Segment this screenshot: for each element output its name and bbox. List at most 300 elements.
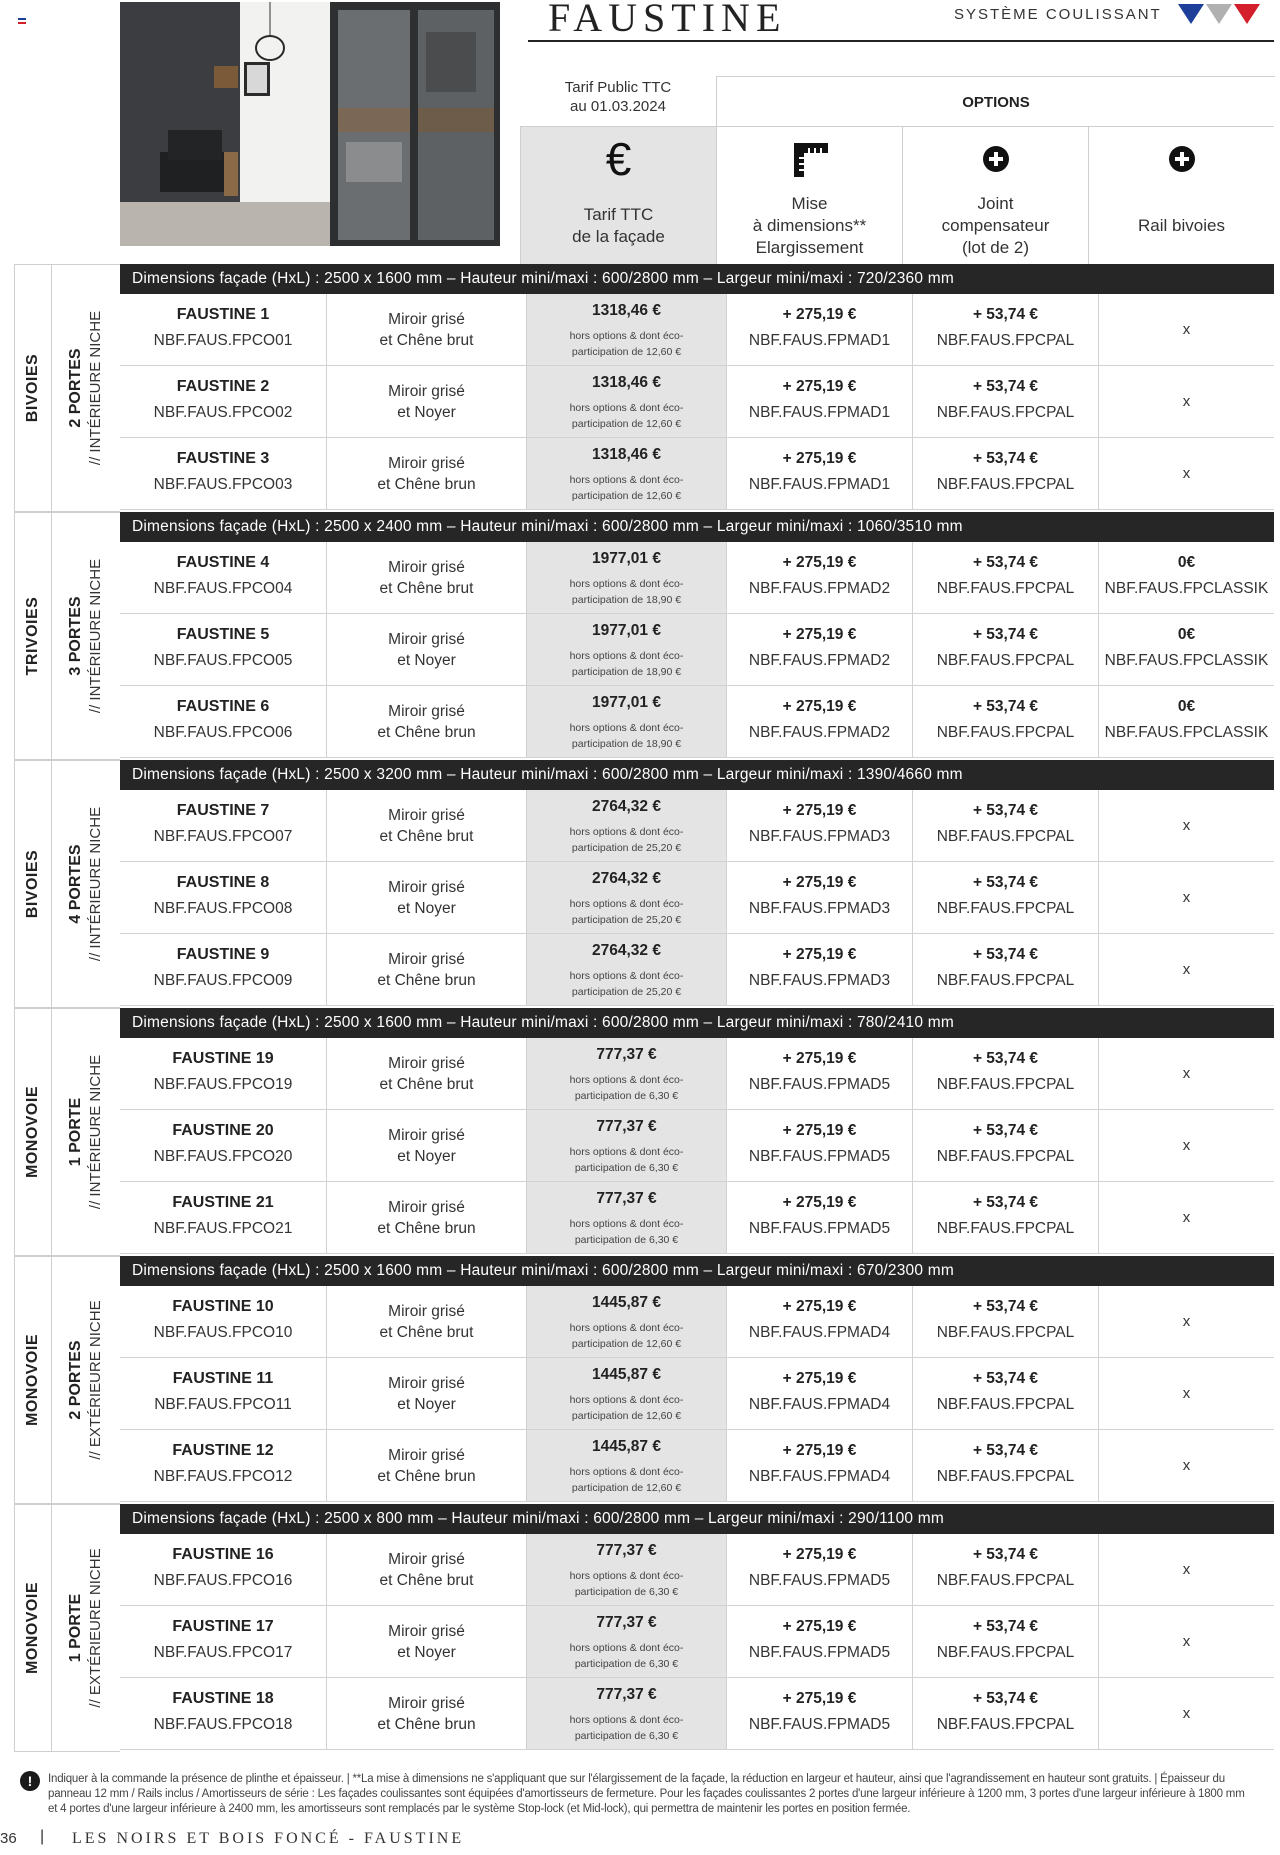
mad-price: + 275,19 € (782, 1370, 857, 1387)
rail-column-label: Rail bivoies (1138, 215, 1225, 235)
finish-line-2: et Chêne brut (379, 1075, 474, 1093)
rail-not-available: x (1182, 321, 1191, 338)
rail-cell (1098, 366, 1274, 438)
rail-not-available: x (1182, 889, 1191, 906)
price-cell (526, 366, 726, 438)
price-cell (526, 1430, 726, 1502)
product-group (14, 1504, 1274, 1752)
mad-cell (726, 366, 912, 438)
product-ref: NBF.FAUS.FPCO06 (153, 724, 293, 741)
mad-ref: NBF.FAUS.FPMAD2 (748, 724, 891, 741)
joint-cell (912, 1678, 1098, 1750)
rail-ref: NBF.FAUS.FPCLASSIK (1104, 652, 1269, 669)
mad-cell (726, 1182, 912, 1254)
product-cell (120, 686, 326, 758)
product-cell (120, 1038, 326, 1110)
joint-price: + 53,74 € (972, 378, 1039, 395)
product-ref: NBF.FAUS.FPCO10 (153, 1324, 293, 1341)
finish-text (327, 1110, 526, 1181)
joint-cell (912, 790, 1098, 862)
table-row (120, 686, 1274, 758)
mad-cell (726, 438, 912, 510)
joint-cell (912, 1038, 1098, 1110)
tarif-line-2: au 01.03.2024 (570, 98, 666, 115)
price-value: 2764,32 € (592, 942, 661, 959)
triangle-blue-icon (1178, 4, 1204, 24)
price-value: 1977,01 € (592, 550, 661, 567)
finish-line-1: Miroir grisé (388, 1374, 465, 1392)
price-cell (526, 790, 726, 862)
door-config-text (66, 559, 106, 713)
rail-not-available: x (1182, 961, 1191, 978)
product-ref: NBF.FAUS.FPCO04 (153, 580, 293, 597)
rail-cell (1098, 1358, 1274, 1430)
price-note (527, 1712, 726, 1744)
dimensions-bar: Dimensions façade (HxL) : 2500 x 1600 mm – Hauteur mini/maxi : 600/2800 mm – Largeur mini/maxi : 780/2410 mm (120, 1008, 1274, 1038)
category-label (14, 1256, 52, 1504)
price-note (527, 968, 726, 1000)
price-note-line-2: participation de 6,30 € (574, 1730, 679, 1742)
product-name: FAUSTINE 7 (176, 802, 270, 819)
product-cell (120, 366, 326, 438)
joint-cell (912, 1286, 1098, 1358)
joint-cell (912, 862, 1098, 934)
footnote-text: Indiquer à la commande la présence de plinthe et épaisseur. | **La mise à dimensions ne s'appliquant que sur l'élargissement de la façade, la réduction en largeur et hauteur, ainsi que l'agrandissement en hauteur sont gratuits. | Épaisseur du panneau 12 mm / Rails inclus / Amortisseurs de série : Les façades coulissantes sont équipées d'amortisseurs de fermeture. Pour les façades coulissantes 2 portes d'une largeur inférieure à 1200 mm, 3 portes d'une largeur inférieure à 1800 mm et 4 portes d'une largeur inférieure à 2400 mm, les amortisseurs sont remplacés par le système Stop-lock (et Mid-lock), qui permettra de maintenir les portes en position fermée. (48, 1773, 1245, 1815)
category-label (14, 1504, 52, 1752)
price-note (527, 648, 726, 680)
finish-text (327, 934, 526, 1005)
mad-ref: NBF.FAUS.FPMAD4 (748, 1396, 891, 1413)
finish-line-2: et Noyer (397, 403, 456, 421)
product-name: FAUSTINE 17 (172, 1618, 274, 1635)
rail-not-available: x (1182, 1209, 1191, 1226)
mad-column-header (716, 126, 902, 264)
product-cell (120, 1534, 326, 1606)
rail-not-available: x (1182, 1633, 1191, 1650)
brand-title: FAUSTINE (548, 0, 787, 40)
finish-line-2: et Chêne brun (377, 1219, 476, 1237)
price-cell (526, 294, 726, 366)
price-value: 1318,46 € (592, 446, 661, 463)
joint-cell (912, 1358, 1098, 1430)
mad-price: + 275,19 € (782, 874, 857, 891)
door-count: 1 PORTE (67, 1593, 84, 1663)
door-config-label (52, 512, 120, 760)
finish-line-2: et Chêne brun (377, 1715, 476, 1733)
price-note-line-2: participation de 12,60 € (571, 418, 682, 430)
price-cell (526, 1110, 726, 1182)
product-name: FAUSTINE 8 (176, 874, 270, 891)
price-note-line-2: participation de 25,20 € (571, 986, 682, 998)
product-cell (120, 1678, 326, 1750)
price-column-header (520, 126, 716, 264)
price-note-line-2: participation de 6,30 € (574, 1586, 679, 1598)
door-config-label (52, 264, 120, 512)
tarif-line-1: Tarif Public TTC (564, 79, 672, 96)
footer-separator: | (40, 1828, 45, 1845)
joint-cell (912, 614, 1098, 686)
joint-ref: NBF.FAUS.FPCPAL (936, 580, 1075, 597)
rail-not-available: x (1182, 1137, 1191, 1154)
price-note-line-1: hors options & dont éco- (569, 1218, 684, 1230)
mad-cell (726, 790, 912, 862)
mad-price: + 275,19 € (782, 1442, 857, 1459)
rail-ref: NBF.FAUS.FPCLASSIK (1104, 724, 1269, 741)
finish-line-2: et Noyer (397, 651, 456, 669)
rail-cell (1098, 790, 1274, 862)
price-note-line-1: hors options & dont éco- (569, 1642, 684, 1654)
product-ref: NBF.FAUS.FPCO20 (153, 1148, 293, 1165)
price-value: 2764,32 € (592, 798, 661, 815)
finish-line-1: Miroir grisé (388, 1446, 465, 1464)
flag-mark-icon (18, 18, 26, 24)
dimensions-bar: Dimensions façade (HxL) : 2500 x 3200 mm – Hauteur mini/maxi : 600/2800 mm – Largeur mini/maxi : 1390/4660 mm (120, 760, 1274, 790)
finish-line-2: et Chêne brut (379, 827, 474, 845)
rail-cell (1098, 438, 1274, 510)
joint-price: + 53,74 € (972, 1618, 1039, 1635)
mad-label-line-2: à dimensions** (752, 215, 867, 235)
table-row (120, 1606, 1274, 1678)
joint-ref: NBF.FAUS.FPCPAL (936, 900, 1075, 917)
mad-ref: NBF.FAUS.FPMAD3 (748, 828, 891, 845)
finish-cell (326, 1534, 526, 1606)
product-group (14, 1256, 1274, 1504)
product-group (14, 512, 1274, 760)
finish-line-1: Miroir grisé (388, 630, 465, 648)
rail-cell (1098, 294, 1274, 366)
joint-cell (912, 1606, 1098, 1678)
rail-cell (1098, 614, 1274, 686)
rail-not-available: x (1182, 1385, 1191, 1402)
finish-cell (326, 614, 526, 686)
table-row (120, 1534, 1274, 1606)
table-row (120, 1286, 1274, 1358)
product-ref: NBF.FAUS.FPCO11 (154, 1396, 292, 1413)
finish-line-1: Miroir grisé (388, 1622, 465, 1640)
finish-text (327, 294, 526, 365)
finish-text (327, 542, 526, 613)
finish-line-1: Miroir grisé (388, 310, 465, 328)
joint-price: + 53,74 € (972, 1194, 1039, 1211)
price-note (527, 1568, 726, 1600)
finish-line-1: Miroir grisé (388, 878, 465, 896)
price-cell (526, 1358, 726, 1430)
price-note-line-2: participation de 6,30 € (574, 1658, 679, 1670)
mad-cell (726, 1606, 912, 1678)
finish-line-1: Miroir grisé (388, 1694, 465, 1712)
door-config-label (52, 1008, 120, 1256)
mad-cell (726, 1534, 912, 1606)
joint-ref: NBF.FAUS.FPCPAL (936, 724, 1075, 741)
footer-title: LES NOIRS ET BOIS FONCÉ - FAUSTINE (72, 1830, 465, 1847)
mad-price: + 275,19 € (782, 1122, 857, 1139)
door-count: 2 PORTES (67, 348, 84, 428)
joint-ref: NBF.FAUS.FPCPAL (936, 1396, 1075, 1413)
door-config-label (52, 1504, 120, 1752)
price-label-line-1: Tarif TTC (583, 204, 654, 224)
product-ref: NBF.FAUS.FPCO07 (153, 828, 293, 845)
table-row (120, 1358, 1274, 1430)
finish-line-2: et Chêne brut (379, 1571, 474, 1589)
finish-cell (326, 1038, 526, 1110)
price-note (527, 720, 726, 752)
finish-line-1: Miroir grisé (388, 382, 465, 400)
finish-line-1: Miroir grisé (388, 806, 465, 824)
table-row (120, 1038, 1274, 1110)
product-ref: NBF.FAUS.FPCO16 (153, 1572, 293, 1589)
product-group (14, 264, 1274, 512)
price-note (527, 1144, 726, 1176)
finish-cell (326, 934, 526, 1006)
mad-ref: NBF.FAUS.FPMAD3 (748, 900, 891, 917)
mad-price: + 275,19 € (782, 1690, 857, 1707)
price-note (527, 328, 726, 360)
price-note-line-2: participation de 18,90 € (571, 594, 682, 606)
rail-price: 0€ (1177, 554, 1196, 571)
price-note (527, 1072, 726, 1104)
rail-cell (1098, 1606, 1274, 1678)
rail-not-available: x (1182, 1705, 1191, 1722)
door-config-text (66, 311, 106, 465)
joint-ref: NBF.FAUS.FPCPAL (936, 404, 1075, 421)
price-label-line-2: de la façade (572, 226, 665, 246)
price-note (527, 1640, 726, 1672)
euro-icon: € (605, 133, 632, 185)
table-row (120, 934, 1274, 1006)
price-cell (526, 1534, 726, 1606)
price-note (527, 1320, 726, 1352)
product-cell (120, 1286, 326, 1358)
price-value: 777,37 € (596, 1046, 657, 1063)
product-ref: NBF.FAUS.FPCO03 (153, 476, 293, 493)
price-value: 777,37 € (596, 1190, 657, 1207)
joint-price: + 53,74 € (972, 874, 1039, 891)
product-ref: NBF.FAUS.FPCO05 (153, 652, 293, 669)
finish-text (327, 1038, 526, 1109)
product-name: FAUSTINE 12 (172, 1442, 274, 1459)
mad-ref: NBF.FAUS.FPMAD5 (748, 1572, 891, 1589)
price-note (527, 1216, 726, 1248)
price-value: 1318,46 € (592, 374, 661, 391)
rail-cell (1098, 1038, 1274, 1110)
price-note-line-2: participation de 12,60 € (571, 1338, 682, 1350)
price-cell (526, 1038, 726, 1110)
finish-cell (326, 366, 526, 438)
product-photo (120, 2, 500, 246)
category-text: MONOVOIE (24, 1333, 41, 1427)
table-row (120, 1182, 1274, 1254)
mad-cell (726, 542, 912, 614)
mad-ref: NBF.FAUS.FPMAD5 (748, 1644, 891, 1661)
mad-ref: NBF.FAUS.FPMAD2 (748, 580, 891, 597)
finish-line-2: et Chêne brun (377, 971, 476, 989)
rail-column-header (1088, 126, 1274, 264)
finish-cell (326, 1606, 526, 1678)
price-note (527, 472, 726, 504)
price-note-line-2: participation de 6,30 € (574, 1162, 679, 1174)
product-name: FAUSTINE 5 (176, 626, 270, 643)
mad-ref: NBF.FAUS.FPMAD2 (748, 652, 891, 669)
price-note (527, 576, 726, 608)
joint-ref: NBF.FAUS.FPCPAL (936, 828, 1075, 845)
price-cell (526, 614, 726, 686)
mad-ref: NBF.FAUS.FPMAD5 (748, 1148, 891, 1165)
price-note-line-1: hors options & dont éco- (569, 402, 684, 414)
product-name: FAUSTINE 2 (176, 378, 270, 395)
product-name: FAUSTINE 10 (172, 1298, 274, 1315)
joint-ref: NBF.FAUS.FPCPAL (936, 652, 1075, 669)
finish-line-2: et Chêne brun (377, 1467, 476, 1485)
joint-price: + 53,74 € (972, 1442, 1039, 1459)
mad-cell (726, 862, 912, 934)
product-group (14, 1008, 1274, 1256)
joint-label-line-2: compensateur (941, 215, 1050, 235)
price-note-line-1: hors options & dont éco- (569, 1322, 684, 1334)
finish-line-1: Miroir grisé (388, 1302, 465, 1320)
finish-line-1: Miroir grisé (388, 702, 465, 720)
joint-price: + 53,74 € (972, 1690, 1039, 1707)
price-note-line-1: hors options & dont éco- (569, 1570, 684, 1582)
joint-price: + 53,74 € (972, 1298, 1039, 1315)
joint-ref: NBF.FAUS.FPCPAL (936, 1572, 1075, 1589)
joint-ref: NBF.FAUS.FPCPAL (936, 1644, 1075, 1661)
price-value: 777,37 € (596, 1118, 657, 1135)
finish-line-2: et Chêne brut (379, 1323, 474, 1341)
product-name: FAUSTINE 20 (172, 1122, 274, 1139)
finish-cell (326, 790, 526, 862)
finish-line-2: et Chêne brut (379, 331, 474, 349)
door-count: 4 PORTES (67, 844, 84, 924)
product-cell (120, 1182, 326, 1254)
rail-cell (1098, 542, 1274, 614)
product-cell (120, 438, 326, 510)
niche-type: // INTÉRIEURE NICHE (87, 806, 104, 962)
mad-ref: NBF.FAUS.FPMAD5 (748, 1716, 891, 1733)
door-config-text (66, 1300, 106, 1459)
mad-column-label (717, 187, 902, 264)
finish-line-1: Miroir grisé (388, 454, 465, 472)
joint-column-label (903, 187, 1088, 264)
category-text: BIVOIES (24, 849, 41, 919)
joint-ref: NBF.FAUS.FPCPAL (936, 1220, 1075, 1237)
plus-circle-icon (903, 137, 1088, 181)
price-note-line-2: participation de 6,30 € (574, 1090, 679, 1102)
joint-cell (912, 1110, 1098, 1182)
price-value: 1977,01 € (592, 694, 661, 711)
category-label (14, 512, 52, 760)
rail-ref: NBF.FAUS.FPCLASSIK (1104, 580, 1269, 597)
rail-not-available: x (1182, 465, 1191, 482)
mad-price: + 275,19 € (782, 1050, 857, 1067)
joint-cell (912, 294, 1098, 366)
price-value: 1445,87 € (592, 1438, 661, 1455)
rail-not-available: x (1182, 1065, 1191, 1082)
niche-type: // EXTÉRIEURE NICHE (87, 1300, 104, 1460)
mad-cell (726, 1038, 912, 1110)
mad-price: + 275,19 € (782, 626, 857, 643)
joint-cell (912, 438, 1098, 510)
mad-label-line-3: Elargissement (755, 237, 864, 257)
finish-line-1: Miroir grisé (388, 950, 465, 968)
category-label (14, 264, 52, 512)
price-note-line-2: participation de 12,60 € (571, 1410, 682, 1422)
price-note-line-1: hors options & dont éco- (569, 1714, 684, 1726)
product-ref: NBF.FAUS.FPCO08 (153, 900, 293, 917)
finish-line-1: Miroir grisé (388, 1054, 465, 1072)
mad-price: + 275,19 € (782, 698, 857, 715)
rail-not-available: x (1182, 1313, 1191, 1330)
mad-price: + 275,19 € (782, 1194, 857, 1211)
product-cell (120, 934, 326, 1006)
price-cell (526, 1606, 726, 1678)
price-value: 1318,46 € (592, 302, 661, 319)
price-cell (526, 1182, 726, 1254)
price-cell (526, 686, 726, 758)
price-note-line-2: participation de 18,90 € (571, 666, 682, 678)
options-header: OPTIONS (716, 76, 1275, 127)
mad-ref: NBF.FAUS.FPMAD1 (748, 332, 891, 349)
joint-cell (912, 686, 1098, 758)
joint-price: + 53,74 € (972, 306, 1039, 323)
table-row (120, 1678, 1274, 1750)
product-ref: NBF.FAUS.FPCO18 (153, 1716, 293, 1733)
joint-cell (912, 934, 1098, 1006)
price-note-line-2: participation de 18,90 € (571, 738, 682, 750)
price-note-line-2: participation de 12,60 € (571, 1482, 682, 1494)
mad-cell (726, 1430, 912, 1502)
mad-cell (726, 1110, 912, 1182)
mad-ref: NBF.FAUS.FPMAD5 (748, 1220, 891, 1237)
joint-price: + 53,74 € (972, 946, 1039, 963)
finish-line-2: et Noyer (397, 1395, 456, 1413)
rail-cell (1098, 1110, 1274, 1182)
price-note-line-1: hors options & dont éco- (569, 1074, 684, 1086)
joint-column-header (902, 126, 1088, 264)
price-note-line-1: hors options & dont éco- (569, 898, 684, 910)
product-cell (120, 1430, 326, 1502)
finish-line-2: et Chêne brun (377, 723, 476, 741)
rail-cell (1098, 1182, 1274, 1254)
price-note-line-1: hors options & dont éco- (569, 826, 684, 838)
door-config-label (52, 1256, 120, 1504)
joint-ref: NBF.FAUS.FPCPAL (936, 1716, 1075, 1733)
price-value: 1445,87 € (592, 1366, 661, 1383)
header-divider (528, 40, 1274, 42)
finish-line-1: Miroir grisé (388, 558, 465, 576)
triangle-grey-icon (1206, 4, 1232, 24)
rail-cell (1098, 1286, 1274, 1358)
product-ref: NBF.FAUS.FPCO01 (153, 332, 293, 349)
price-note-line-2: participation de 25,20 € (571, 914, 682, 926)
product-name: FAUSTINE 3 (176, 450, 270, 467)
finish-line-2: et Chêne brun (377, 475, 476, 493)
finish-line-1: Miroir grisé (388, 1126, 465, 1144)
table-row (120, 790, 1274, 862)
rail-cell (1098, 862, 1274, 934)
table-row (120, 366, 1274, 438)
joint-cell (912, 1182, 1098, 1254)
price-column-label (521, 187, 716, 264)
joint-price: + 53,74 € (972, 1546, 1039, 1563)
finish-line-2: et Chêne brut (379, 579, 474, 597)
joint-ref: NBF.FAUS.FPCPAL (936, 972, 1075, 989)
door-config-text (66, 807, 106, 961)
joint-label-line-1: Joint (977, 193, 1014, 213)
joint-ref: NBF.FAUS.FPCPAL (936, 332, 1075, 349)
price-cell (526, 542, 726, 614)
niche-type: // INTÉRIEURE NICHE (87, 1054, 104, 1210)
product-ref: NBF.FAUS.FPCO12 (153, 1468, 293, 1485)
